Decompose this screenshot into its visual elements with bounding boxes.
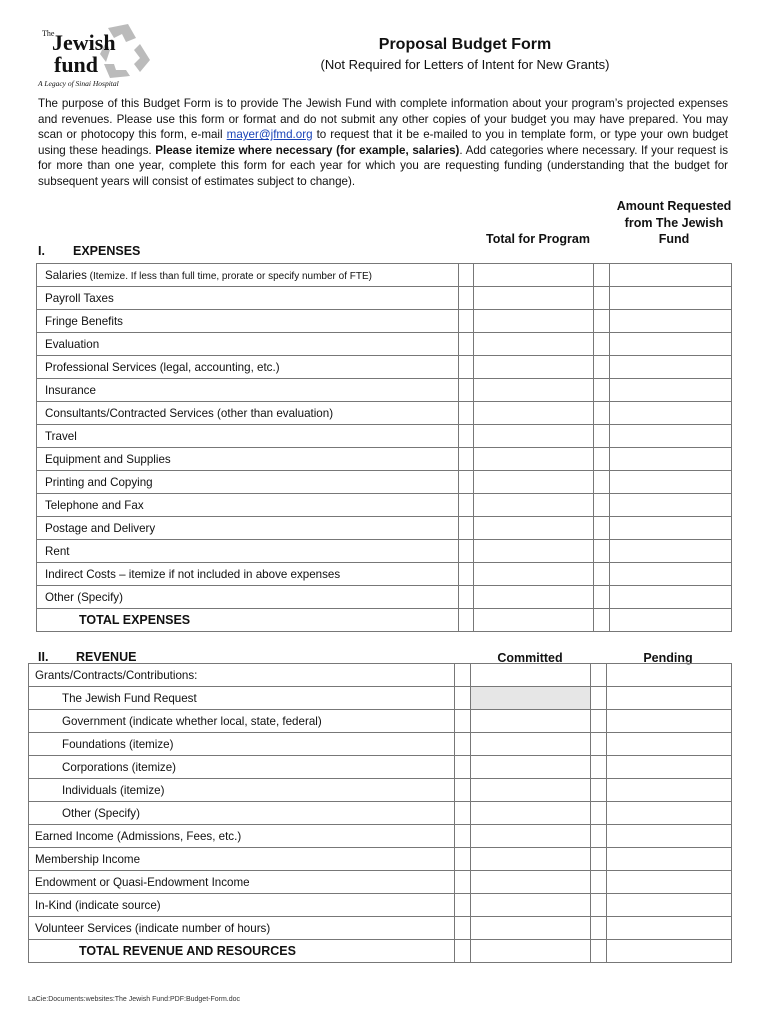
- cell-spacer: [455, 733, 471, 756]
- cell-spacer: [594, 402, 610, 425]
- cell-spacer: [459, 264, 474, 287]
- expenses-heading: EXPENSES: [73, 244, 141, 258]
- cell-spacer: [594, 379, 610, 402]
- table-row: [37, 310, 732, 333]
- total-expenses-label: TOTAL EXPENSES: [37, 609, 459, 632]
- input-total[interactable]: [474, 494, 594, 517]
- revenue-heading: REVENUE: [76, 650, 137, 664]
- input-total[interactable]: [474, 310, 594, 333]
- cell-spacer: [594, 494, 610, 517]
- input-total[interactable]: [474, 540, 594, 563]
- col-amount-requested: Amount Requested from The Jewish Fund: [616, 199, 732, 246]
- table-row: [29, 756, 732, 779]
- input-total[interactable]: [474, 448, 594, 471]
- revenue-label: Endowment or Quasi-Endowment Income: [29, 871, 455, 894]
- revenue-table: [28, 663, 732, 963]
- cell-spacer: [591, 756, 607, 779]
- table-row: [37, 379, 732, 402]
- expense-label: Consultants/Contracted Services (other than evaluation): [37, 402, 459, 425]
- expenses-roman: I.: [38, 244, 45, 258]
- revenue-label: Earned Income (Admissions, Fees, etc.): [29, 825, 455, 848]
- cell-spacer: [455, 917, 471, 940]
- input-pending[interactable]: [607, 848, 732, 871]
- input-amount[interactable]: [610, 356, 732, 379]
- input-committed[interactable]: [471, 779, 591, 802]
- table-row: [29, 733, 732, 756]
- input-total-expenses[interactable]: [474, 609, 594, 632]
- table-row: [29, 917, 732, 940]
- input-pending[interactable]: [607, 687, 732, 710]
- cell-spacer: [459, 310, 474, 333]
- expense-label: Rent: [37, 540, 459, 563]
- table-row: [37, 494, 732, 517]
- cell-spacer: [594, 264, 610, 287]
- cell-spacer: [594, 356, 610, 379]
- cell-spacer: [591, 687, 607, 710]
- input-amount[interactable]: [610, 287, 732, 310]
- input-pending[interactable]: [607, 710, 732, 733]
- table-row: [37, 517, 732, 540]
- expense-label: Other (Specify): [37, 586, 459, 609]
- cell-spacer: [455, 756, 471, 779]
- table-row: [29, 825, 732, 848]
- cell-spacer: [459, 494, 474, 517]
- input-committed[interactable]: [471, 917, 591, 940]
- revenue-label: Membership Income: [29, 848, 455, 871]
- revenue-label: Volunteer Services (indicate number of hours): [29, 917, 455, 940]
- table-row: [29, 871, 732, 894]
- cell-spacer: [594, 425, 610, 448]
- table-row-total: [29, 940, 732, 963]
- page-title: Proposal Budget Form: [378, 36, 552, 53]
- cell-spacer: [594, 448, 610, 471]
- input-amount[interactable]: [610, 379, 732, 402]
- expense-label: Payroll Taxes: [37, 287, 459, 310]
- logo-jewish: Jewish: [52, 30, 116, 55]
- table-row: [37, 264, 732, 287]
- intro-bold: Please itemize where necessary (for example, salaries): [155, 143, 460, 157]
- table-row: [29, 687, 732, 710]
- shaded-cell: [471, 687, 591, 710]
- input-pending[interactable]: [607, 664, 732, 687]
- input-amount-salaries[interactable]: [610, 264, 732, 287]
- cell-spacer: [591, 710, 607, 733]
- table-row: [37, 402, 732, 425]
- cell-spacer: [459, 379, 474, 402]
- cell-spacer: [594, 287, 610, 310]
- input-total[interactable]: [474, 287, 594, 310]
- salaries-note: (Itemize. If less than full time, prorate or specify number of FTE): [86, 270, 372, 282]
- footer-file-path: LaCie:Documents:websites:The Jewish Fund:PDF:Budget-Form.doc: [28, 996, 241, 1003]
- cell-spacer: [459, 609, 474, 632]
- input-committed-total[interactable]: [471, 940, 591, 963]
- input-committed[interactable]: [471, 871, 591, 894]
- col-total-for-program: Total for Program: [486, 232, 590, 246]
- cell-spacer: [455, 894, 471, 917]
- cell-spacer: [594, 586, 610, 609]
- revenue-label: Corporations (itemize): [29, 756, 455, 779]
- input-pending[interactable]: [607, 779, 732, 802]
- logo-fund: fund: [54, 52, 99, 77]
- input-pending[interactable]: [607, 871, 732, 894]
- cell-spacer: [591, 894, 607, 917]
- cell-spacer: [455, 664, 471, 687]
- cell-spacer: [455, 710, 471, 733]
- col-committed: Committed: [497, 651, 563, 665]
- table-row: [29, 710, 732, 733]
- expenses-table: [36, 263, 732, 632]
- expense-label: Fringe Benefits: [37, 310, 459, 333]
- cell-spacer: [594, 471, 610, 494]
- expense-label: Printing and Copying: [37, 471, 459, 494]
- cell-spacer: [591, 825, 607, 848]
- cell-spacer: [455, 848, 471, 871]
- expense-label: Insurance: [37, 379, 459, 402]
- input-total[interactable]: [474, 333, 594, 356]
- input-pending[interactable]: [607, 917, 732, 940]
- cell-spacer: [594, 310, 610, 333]
- logo-the: The: [42, 29, 55, 38]
- input-total[interactable]: [474, 517, 594, 540]
- expense-label: Professional Services (legal, accounting, etc.): [37, 356, 459, 379]
- intro-text-1: The purpose of this Budget Form is to provide The Jewish Fund with complete information about your program’s projected expenses and revenues. Please use this form or format and do not submit any other copies of your budget you may have prepared. You may scan or photocopy this form, e-mail: [38, 97, 728, 142]
- expense-label-salaries: [37, 264, 459, 287]
- input-amount[interactable]: [610, 517, 732, 540]
- cell-spacer: [459, 563, 474, 586]
- input-committed[interactable]: [471, 848, 591, 871]
- input-amount[interactable]: [610, 402, 732, 425]
- logo-tagline: A Legacy of Sinai Hospital: [38, 79, 119, 88]
- table-row: [29, 848, 732, 871]
- input-pending[interactable]: [607, 802, 732, 825]
- cell-spacer: [459, 448, 474, 471]
- input-total[interactable]: [474, 471, 594, 494]
- input-committed[interactable]: [471, 710, 591, 733]
- cell-spacer: [591, 940, 607, 963]
- cell-spacer: [591, 917, 607, 940]
- cell-spacer: [459, 540, 474, 563]
- cell-spacer: [455, 940, 471, 963]
- input-amount[interactable]: [610, 448, 732, 471]
- revenue-label: Other (Specify): [29, 802, 455, 825]
- table-row: [37, 448, 732, 471]
- revenue-label: In-Kind (indicate source): [29, 894, 455, 917]
- cell-spacer: [455, 802, 471, 825]
- col-pending: Pending: [643, 651, 693, 665]
- revenue-label: The Jewish Fund Request: [29, 687, 455, 710]
- input-amount[interactable]: [610, 494, 732, 517]
- revenue-label: Foundations (itemize): [29, 733, 455, 756]
- cell-spacer: [591, 733, 607, 756]
- cell-spacer: [455, 871, 471, 894]
- cell-spacer: [459, 287, 474, 310]
- cell-spacer: [594, 609, 610, 632]
- jewish-fund-logo: [36, 20, 166, 90]
- table-row: [37, 287, 732, 310]
- cell-spacer: [459, 333, 474, 356]
- cell-spacer: [591, 871, 607, 894]
- expense-label: Telephone and Fax: [37, 494, 459, 517]
- intro-text-3: . Add categories where necessary. If your request is for more than one year, complete this form for each year for which you are requesting funding (understanding that the budget for subsequent years will consist of estimates subject to change).: [38, 143, 728, 188]
- cell-spacer: [594, 540, 610, 563]
- cell-spacer: [455, 779, 471, 802]
- table-row: [29, 779, 732, 802]
- table-row: [37, 356, 732, 379]
- input-committed[interactable]: [471, 733, 591, 756]
- input-total[interactable]: [474, 402, 594, 425]
- input-amount-total-expenses[interactable]: [610, 609, 732, 632]
- input-pending[interactable]: [607, 825, 732, 848]
- table-row: [29, 664, 732, 687]
- cell-spacer: [591, 848, 607, 871]
- expense-label: Postage and Delivery: [37, 517, 459, 540]
- cell-spacer: [455, 825, 471, 848]
- input-amount[interactable]: [610, 540, 732, 563]
- expense-label: Travel: [37, 425, 459, 448]
- cell-spacer: [459, 356, 474, 379]
- input-amount[interactable]: [610, 425, 732, 448]
- input-amount[interactable]: [610, 333, 732, 356]
- input-total-salaries[interactable]: [474, 264, 594, 287]
- table-row: [37, 333, 732, 356]
- input-pending[interactable]: [607, 756, 732, 779]
- input-committed[interactable]: [471, 802, 591, 825]
- cell-spacer: [594, 517, 610, 540]
- input-total[interactable]: [474, 379, 594, 402]
- expense-label: Evaluation: [37, 333, 459, 356]
- input-committed[interactable]: [471, 825, 591, 848]
- table-row: [37, 425, 732, 448]
- expense-label: Equipment and Supplies: [37, 448, 459, 471]
- intro-paragraph: [38, 96, 728, 190]
- input-committed[interactable]: [471, 756, 591, 779]
- table-row: [37, 563, 732, 586]
- input-pending[interactable]: [607, 733, 732, 756]
- input-amount[interactable]: [610, 563, 732, 586]
- cell-spacer: [459, 402, 474, 425]
- cell-spacer: [459, 517, 474, 540]
- input-amount[interactable]: [610, 586, 732, 609]
- table-row-total: [37, 609, 732, 632]
- page-subtitle: (Not Required for Letters of Intent for New Grants): [320, 57, 610, 72]
- intro-text-2: to request that it be e-mailed to you in template form, or type your own budget using these headings.: [38, 128, 728, 157]
- salaries-label: Salaries: [45, 268, 87, 282]
- expense-label: Indirect Costs – itemize if not included in above expenses: [37, 563, 459, 586]
- input-total[interactable]: [474, 563, 594, 586]
- cell-spacer: [591, 779, 607, 802]
- revenue-label: Government (indicate whether local, state, federal): [29, 710, 455, 733]
- input-total[interactable]: [474, 356, 594, 379]
- cell-spacer: [455, 687, 471, 710]
- cell-spacer: [594, 333, 610, 356]
- table-row: [37, 586, 732, 609]
- cell-spacer: [459, 425, 474, 448]
- table-row: [29, 802, 732, 825]
- input-committed[interactable]: [471, 664, 591, 687]
- table-row: [37, 471, 732, 494]
- table-row: [37, 540, 732, 563]
- cell-spacer: [591, 802, 607, 825]
- input-committed[interactable]: [471, 894, 591, 917]
- input-amount[interactable]: [610, 310, 732, 333]
- revenue-roman: II.: [38, 650, 49, 664]
- email-link[interactable]: mayer@jfmd.org: [226, 128, 313, 142]
- table-row: [29, 894, 732, 917]
- cell-spacer: [594, 563, 610, 586]
- input-total[interactable]: [474, 586, 594, 609]
- input-total[interactable]: [474, 425, 594, 448]
- cell-spacer: [591, 664, 607, 687]
- revenue-group-label: Grants/Contracts/Contributions:: [29, 664, 455, 687]
- cell-spacer: [459, 586, 474, 609]
- revenue-label: Individuals (itemize): [29, 779, 455, 802]
- input-pending[interactable]: [607, 894, 732, 917]
- input-pending-total[interactable]: [607, 940, 732, 963]
- input-amount[interactable]: [610, 471, 732, 494]
- total-revenue-label: TOTAL REVENUE AND RESOURCES: [29, 940, 455, 963]
- cell-spacer: [459, 471, 474, 494]
